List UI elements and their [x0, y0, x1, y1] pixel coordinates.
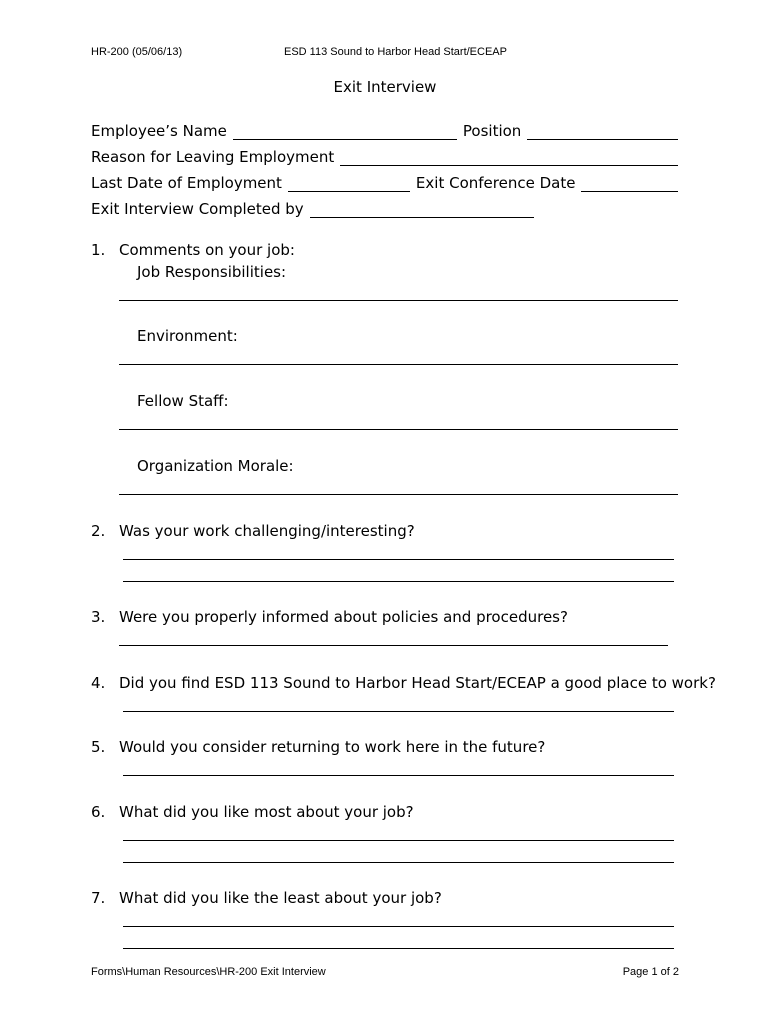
answer-line[interactable]	[119, 364, 678, 365]
answer-line[interactable]	[123, 775, 674, 776]
question-text: What did you like most about your job?	[119, 803, 414, 821]
page-number: Page 1 of 2	[622, 966, 679, 978]
question-number: 4.	[91, 674, 106, 692]
info-row-dates	[91, 170, 678, 192]
reason-label: Reason for Leaving Employment	[91, 148, 335, 166]
answer-line[interactable]	[123, 559, 674, 560]
answer-line[interactable]	[119, 494, 678, 495]
exit-conference-date-label: Exit Conference Date	[415, 174, 576, 192]
completed-by-blank[interactable]	[310, 203, 534, 218]
question-text: Would you consider returning to work here in the future?	[119, 738, 546, 756]
question-text: Were you properly informed about policies and procedures?	[119, 608, 568, 626]
question-number: 5.	[91, 738, 106, 756]
question-number: 7.	[91, 889, 106, 907]
organization-header: ESD 113 Sound to Harbor Head Start/ECEAP	[284, 46, 507, 58]
employee-name-label: Employee’s Name	[91, 122, 227, 140]
subitem-label: Job Responsibilities:	[137, 263, 287, 281]
subitem-label: Environment:	[137, 327, 238, 345]
question-text: Comments on your job:	[119, 241, 295, 259]
info-row-reason	[91, 144, 678, 166]
employee-name-blank[interactable]	[233, 125, 457, 140]
last-date-blank[interactable]	[288, 177, 410, 192]
question-number: 3.	[91, 608, 106, 626]
question-text: Did you find ESD 113 Sound to Harbor Head Start/ECEAP a good place to work?	[119, 674, 716, 692]
answer-line[interactable]	[123, 581, 674, 582]
answer-line[interactable]	[123, 926, 674, 927]
form-code: HR-200 (05/06/13)	[91, 46, 183, 58]
reason-blank[interactable]	[340, 151, 678, 166]
position-blank[interactable]	[527, 125, 678, 140]
question-text: Was your work challenging/interesting?	[119, 522, 415, 540]
answer-line[interactable]	[119, 645, 668, 646]
info-row-completed-by	[91, 196, 678, 218]
completed-by-label: Exit Interview Completed by	[91, 200, 304, 218]
exit-conference-date-blank[interactable]	[581, 177, 678, 192]
last-date-label: Last Date of Employment	[91, 174, 282, 192]
position-label: Position	[462, 122, 522, 140]
answer-line[interactable]	[123, 840, 674, 841]
subitem-label: Fellow Staff:	[137, 392, 229, 410]
answer-line[interactable]	[123, 711, 674, 712]
question-number: 2.	[91, 522, 106, 540]
info-row-name	[91, 118, 678, 140]
answer-line[interactable]	[119, 429, 678, 430]
answer-line[interactable]	[123, 948, 674, 949]
answer-line[interactable]	[123, 862, 674, 863]
question-text: What did you like the least about your job?	[119, 889, 442, 907]
footer-path: Forms\Human Resources\HR-200 Exit Interview	[91, 966, 326, 978]
question-number: 1.	[91, 241, 106, 259]
question-number: 6.	[91, 803, 106, 821]
answer-line[interactable]	[119, 300, 678, 301]
page-title: Exit Interview	[333, 78, 437, 96]
subitem-label: Organization Morale:	[137, 457, 294, 475]
